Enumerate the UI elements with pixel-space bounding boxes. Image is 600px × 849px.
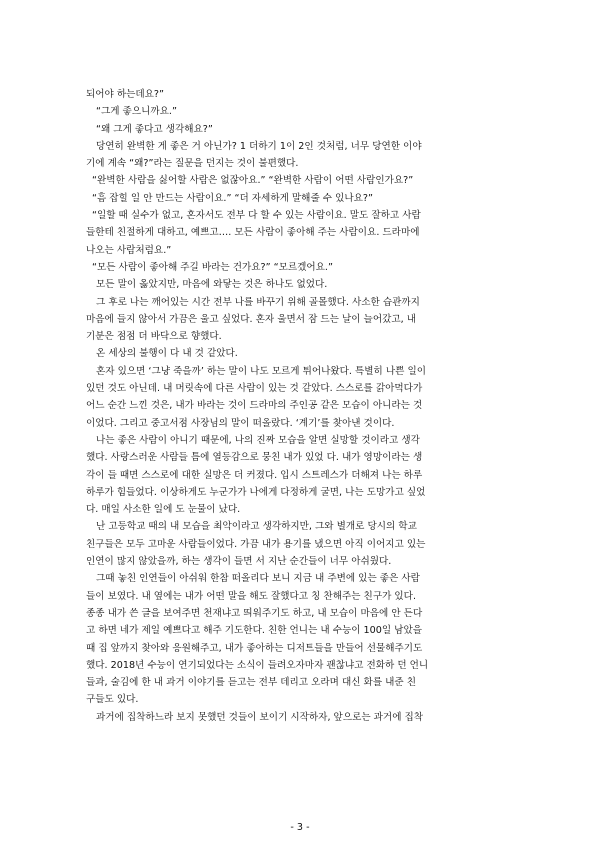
text-line: “모든 사람이 좋아해 주길 바라는 건가요?” “모르겠어요.”	[92, 261, 333, 273]
text-line: 했다. 2018년 수능이 연기되었다는 소식이 들려오자마자 괜찮냐고 전화하 던 언니	[86, 659, 429, 671]
text-line: 그 후로 나는 깨어있는 시간 전부 나를 바꾸기 위해 골몰했다. 사소한 습관까지	[96, 296, 420, 308]
text-line: 했다. 사랑스러운 사람들 틈에 열등감으로 뭉친 내가 있었 다. 내가 영망이라는 생	[86, 452, 423, 464]
text-line: 어느 순간 느낀 것은, 내가 바라는 것이 드라마의 주인공 같은 모습이 아니라는 것	[86, 400, 423, 412]
text-line: 들과, 술김에 한 내 과거 이야기를 듣고는 전부 데리고 오라며 대신 화를 내준 친	[86, 677, 416, 689]
text-line: 하루가 힘들었다. 이상하게도 누군가가 나에게 다정하게 굴면, 나는 도망가고 싶었	[86, 486, 426, 498]
text-line: 마음에 들지 않아서 가끔은 울고 싶었다. 혼자 울면서 잠 드는 날이 늘어갔고, 내	[86, 313, 416, 325]
text-line: “그게 좋으니까요.”	[96, 106, 177, 118]
text-line: “흠 잡힐 일 안 만드는 사람이요.” “더 자세하게 말해줄 수 있나요?”	[92, 192, 373, 204]
text-line: 그때 놓친 인연들이 아쉬워 한참 떠올리다 보니 지금 내 주변에 있는 좋은 사람	[96, 573, 420, 585]
text-line: 들이 보였다. 내 옆에는 내가 어떤 말을 해도 잘했다고 칭 찬해주는 친구가 있다.	[86, 590, 416, 602]
text-line: 온 세상의 불행이 다 내 것 같았다.	[96, 348, 238, 360]
text-line: 다. 매일 사소한 일에 도 눈물이 났다.	[86, 504, 241, 516]
text-line: 있던 것도 아닌데. 내 머릿속에 다른 사람이 있는 것 같았다. 스스로를 갉아먹다가	[86, 383, 423, 395]
text-line: 기에 계속 “왜?”라는 질문을 던지는 것이 불편했다.	[86, 158, 299, 170]
text-line: 때 집 앞까지 찾아와 응원해주고, 내가 좋아하는 디저트들을 만들어 선물해주기도	[86, 642, 423, 654]
text-line: “왜 그게 좋다고 생각해요?”	[96, 123, 213, 135]
text-line: 나오는 사람처럼요.”	[86, 244, 172, 256]
text-line: 기분은 점점 더 바닥으로 향했다.	[86, 331, 222, 343]
text-line: 들한테 친절하게 대하고, 예쁘고…. 모든 사람이 좋아해 주는 사람이요. 드라마에	[86, 227, 420, 239]
text-line: “완벽한 사람을 싫어할 사람은 없잖아요.” “완벽한 사람이 어떤 사람인가요?”	[92, 175, 414, 187]
text-line: 종종 내가 쓴 글을 보여주면 천재냐고 띄워주기도 하고, 내 모습이 마음에 안 든다	[86, 607, 423, 619]
text-line: 이었다. 그리고 중고서점 사장님의 말이 떠올랐다. ‘계기’를 찾아낸 것이다.	[86, 417, 395, 429]
text-line: 모든 말이 옳았지만, 마음에 와닿는 것은 하나도 없었다.	[96, 279, 328, 291]
text-line: 혼자 있으면 ‘그냥 죽을까’ 하는 말이 나도 모르게 튀어나왔다. 특별히 나쁜 일이	[96, 365, 426, 377]
text-line: “일할 때 실수가 없고, 혼자서도 전부 다 할 수 있는 사람이요. 말도 잘하고 사람	[92, 210, 421, 222]
text-line: 과거에 집착하느라 보지 못했던 것들이 보이기 시작하자, 앞으로는 과거에 집착	[96, 711, 424, 723]
text-line: 구들도 있다.	[86, 694, 139, 706]
text-line: 각이 들 때면 스스로에 대한 실망은 더 커졌다. 입시 스트레스가 더해져 나는 하루	[86, 469, 423, 481]
text-line: 난 고등학교 때의 내 모습을 최악이라고 생각하지만, 그와 별개로 당시의 학교	[96, 521, 417, 533]
body-text	[86, 86, 514, 726]
text-line: 인연이 많지 않았을까, 하는 생각이 들면 서 지난 순간들이 너무 아쉬웠다.	[86, 556, 392, 568]
text-line: 친구들은 모두 고마운 사람들이었다. 가끔 내가 용기를 냈으면 아직 이어지고 있는	[86, 538, 426, 550]
text-line: 나는 좋은 사람이 아니기 때문에, 나의 진짜 모습을 알면 실망할 것이라고 생각	[96, 434, 420, 446]
text-line: 고 하면 네가 제일 예쁘다고 해주 기도한다. 친한 언니는 내 수능이 100일 남았을	[86, 625, 422, 637]
text-line: 되어야 하는데요?”	[86, 89, 164, 100]
page-number: - 3 -	[290, 822, 310, 833]
text-line: 당연히 완벽한 게 좋은 거 아닌가? 1 더하기 1이 2인 것처럼, 너무 당연한 이야	[96, 140, 422, 152]
